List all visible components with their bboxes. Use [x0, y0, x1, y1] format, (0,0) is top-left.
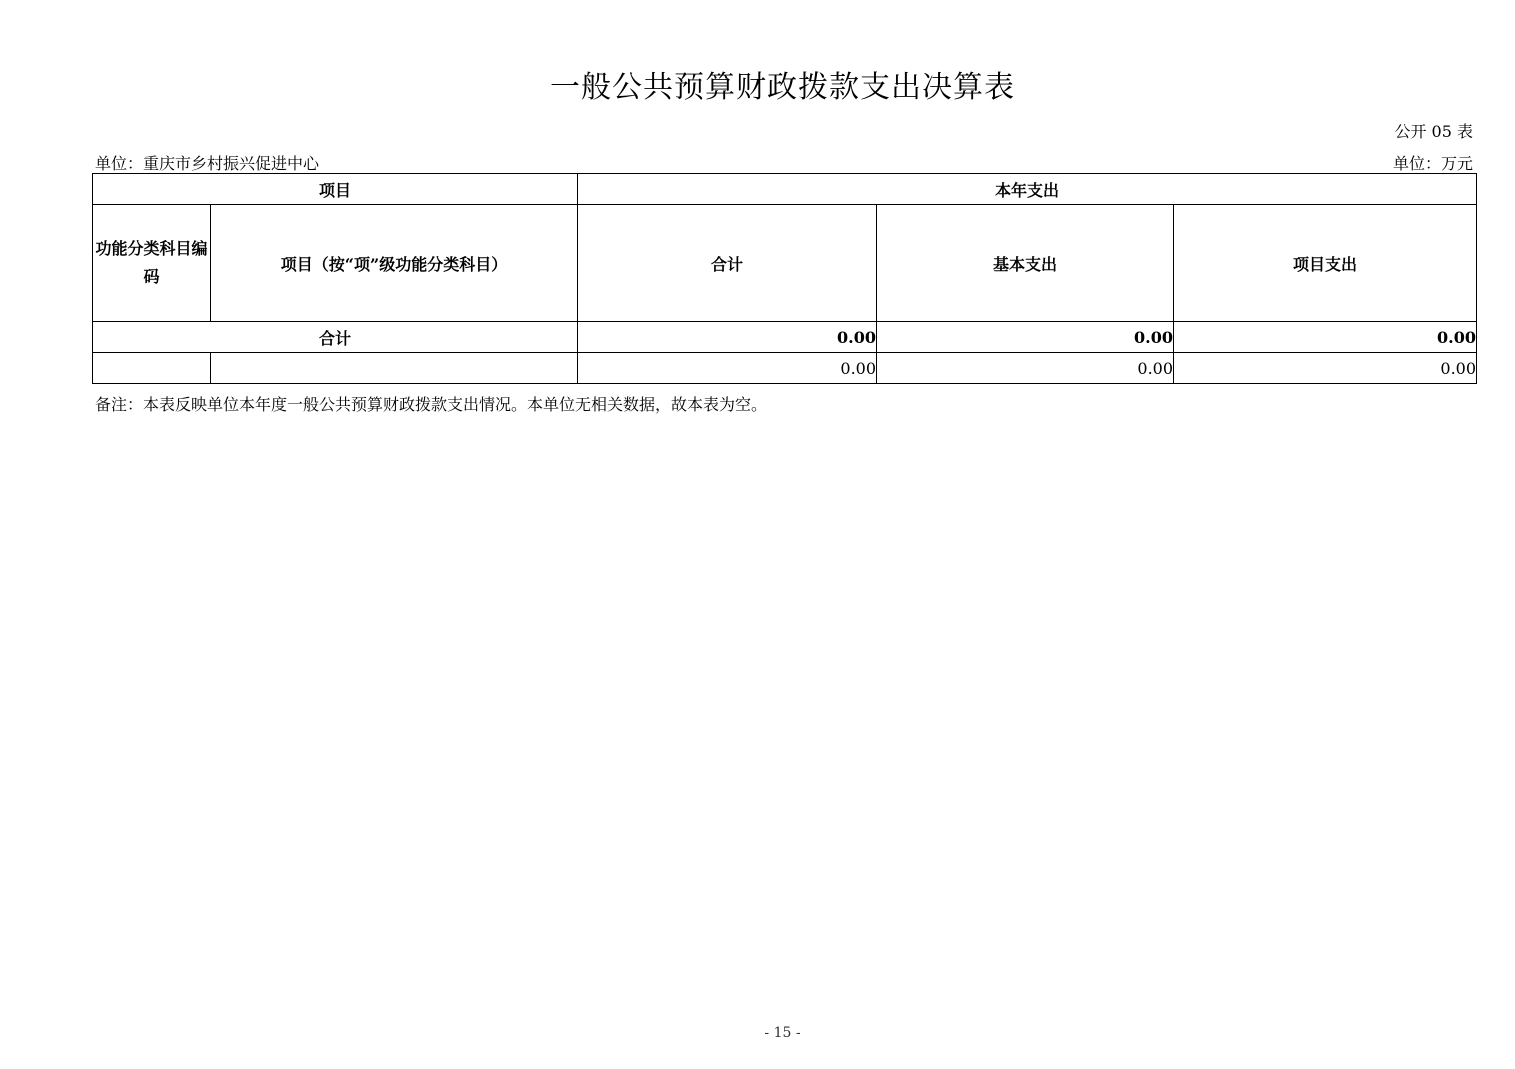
- column-header-item: 项目（按“项”级功能分类科目）: [211, 205, 578, 322]
- row-project: 0.00: [1174, 353, 1477, 384]
- form-code: 公开 05 表: [1394, 122, 1473, 141]
- column-header-total: 合计: [578, 205, 877, 322]
- unit-organization: 单位：重庆市乡村振兴促进中心: [95, 154, 320, 173]
- column-header-code: 功能分类科目编码: [93, 205, 211, 322]
- total-row: [93, 322, 1477, 353]
- column-header-project: 项目支出: [1174, 205, 1477, 322]
- page-number: - 15 -: [764, 1025, 801, 1041]
- expense-table: [92, 173, 1477, 384]
- subheader-row: [93, 205, 1477, 322]
- document-title: 一般公共预算财政拨款支出决算表: [550, 70, 1015, 105]
- total-row-project: 0.00: [1174, 322, 1477, 353]
- row-basic: 0.00: [877, 353, 1174, 384]
- header-row: [93, 174, 1477, 205]
- row-item: [211, 353, 578, 384]
- row-total: 0.00: [578, 353, 877, 384]
- total-row-label: 合计: [93, 322, 578, 353]
- table-note: 备注：本表反映单位本年度一般公共预算财政拨款支出情况。本单位无相关数据，故本表为空。: [95, 395, 768, 414]
- unit-currency: 单位：万元: [1392, 154, 1473, 173]
- header-project: 项目: [93, 174, 578, 205]
- total-row-basic: 0.00: [877, 322, 1174, 353]
- total-row-total: 0.00: [578, 322, 877, 353]
- header-year-expense: 本年支出: [578, 174, 1477, 205]
- row-code: [93, 353, 211, 384]
- table-row: [93, 353, 1477, 384]
- column-header-basic: 基本支出: [877, 205, 1174, 322]
